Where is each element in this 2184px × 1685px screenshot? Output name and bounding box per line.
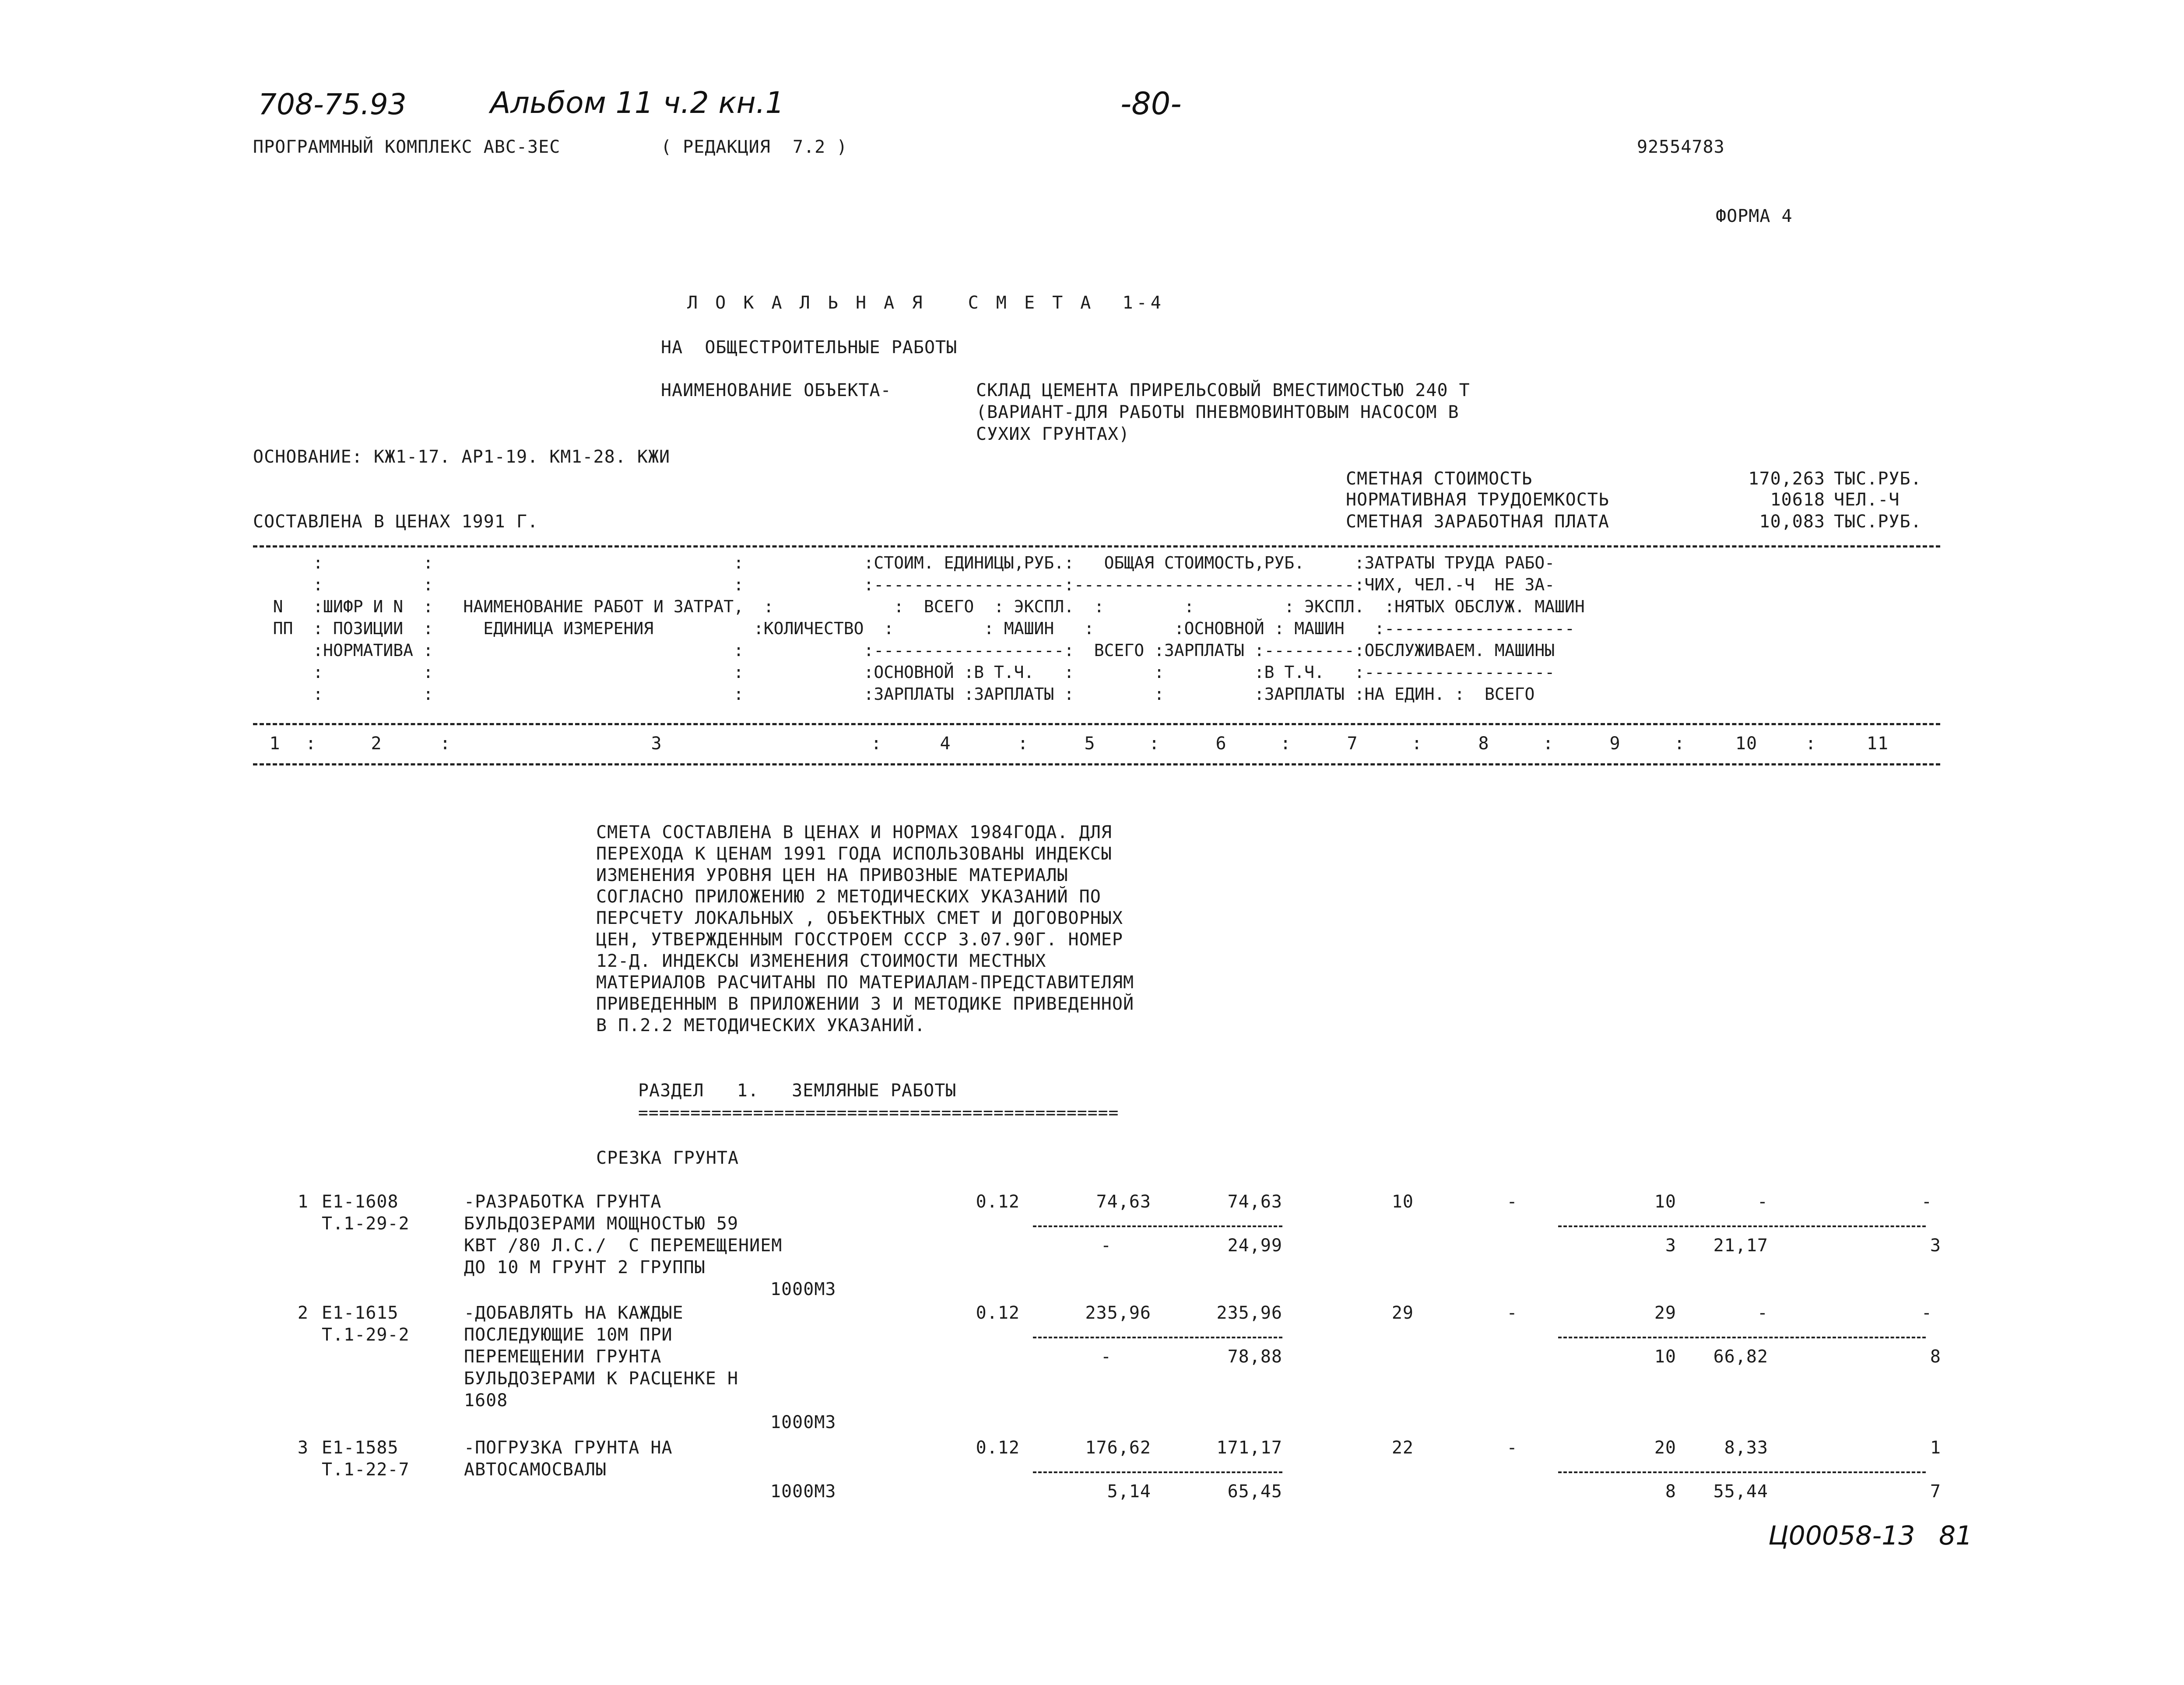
- row-machines-total: 20: [1654, 1438, 1676, 1458]
- row-labor-total: -: [1921, 1192, 1932, 1212]
- row-desc: ПЕРЕМЕЩЕНИИ ГРУНТА: [464, 1347, 662, 1367]
- row-unit-machines: 171,17: [1216, 1438, 1282, 1458]
- table-header-line: : : : :ЗАРПЛАТЫ :ЗАРПЛАТЫ : : :ЗАРПЛАТЫ :НА ЕДИН. : ВСЕГО: [253, 685, 1535, 704]
- estimate-title: Л О К А Л Ь Н А Я С М Е Т А 1-4: [687, 293, 1165, 313]
- row-split-rule: [1558, 1337, 1926, 1338]
- row-desc: БУЛЬДОЗЕРАМИ К РАСЦЕНКЕ Н: [464, 1369, 739, 1389]
- row-code: Е1-1615: [322, 1303, 399, 1323]
- row-qty: 0.12: [976, 1192, 1020, 1212]
- column-number: 8: [1478, 734, 1489, 754]
- row-ref: Т.1-29-2: [322, 1214, 410, 1234]
- footer-page-handwritten: 81: [1939, 1520, 1973, 1551]
- note-line: ПРИВЕДЕННЫМ В ПРИЛОЖЕНИИ 3 И МЕТОДИКЕ ПРИВЕДЕННОЙ: [596, 994, 1134, 1014]
- column-numbers-rule: [253, 763, 1940, 765]
- row-machines-total: 29: [1654, 1303, 1676, 1323]
- row-desc: -ПОГРУЗКА ГРУНТА НА: [464, 1438, 673, 1458]
- object-line-1: СКЛАД ЦЕМЕНТА ПРИРЕЛЬСОВЫЙ ВМЕСТИМОСТЬЮ 240 Т: [976, 380, 1470, 400]
- row-split-rule: [1558, 1471, 1926, 1473]
- row-split-rule: [1033, 1471, 1282, 1473]
- column-number-separators: :: [440, 734, 451, 754]
- note-line: ИЗМЕНЕНИЯ УРОВНЯ ЦЕН НА ПРИВОЗНЫЕ МАТЕРИАЛЫ: [596, 865, 1068, 885]
- summary-unit-labor: ЧЕЛ.-Ч: [1834, 490, 1900, 510]
- row-total: 29: [1391, 1303, 1414, 1323]
- column-number-separators: :: [1412, 734, 1422, 754]
- row-desc: -РАЗРАБОТКА ГРУНТА: [464, 1192, 662, 1212]
- column-number-separators: :: [305, 734, 316, 754]
- form-label: ФОРМА 4: [1716, 206, 1793, 226]
- table-header-line: : : : :ОСНОВНОЙ :В Т.Ч. : : :В Т.Ч. :-------------------: [253, 663, 1555, 682]
- row-number: 3: [297, 1438, 309, 1458]
- column-number: 5: [1084, 734, 1096, 754]
- row-machines-wage: 3: [1665, 1236, 1676, 1256]
- note-line: СМЕТА СОСТАВЛЕНА В ЦЕНАХ И НОРМАХ 1984ГОДА. ДЛЯ: [596, 822, 1112, 842]
- row-unit-machines: 74,63: [1227, 1192, 1282, 1212]
- footer-code-handwritten: Ц00058-13: [1768, 1520, 1915, 1551]
- row-desc: 1608: [464, 1390, 508, 1411]
- column-number-separators: :: [1674, 734, 1685, 754]
- row-qty: 0.12: [976, 1303, 1020, 1323]
- album-handwritten: Альбом 11 ч.2 кн.1: [490, 86, 784, 120]
- summary-value-cost: 170,263: [1748, 469, 1825, 489]
- doc-code-handwritten: 708-75.93: [258, 88, 407, 121]
- table-header: [253, 552, 1942, 714]
- summary-unit-wage: ТЫС.РУБ.: [1834, 512, 1922, 532]
- row-unit: 1000М3: [770, 1279, 836, 1299]
- table-header-line: :НОРМАТИВА : : :-------------------: ВСЕГО :ЗАРПЛАТЫ :---------:ОБСЛУЖИВАЕМ. МАШИНЫ: [253, 641, 1555, 660]
- row-desc: БУЛЬДОЗЕРАМИ МОЩНОСТЬЮ 59: [464, 1214, 739, 1234]
- prices-line: СОСТАВЛЕНА В ЦЕНАХ 1991 Г.: [253, 512, 539, 532]
- row-base-wage: -: [1506, 1192, 1518, 1212]
- summary-value-labor: 10618: [1770, 490, 1825, 510]
- row-unit-machines: 235,96: [1216, 1303, 1282, 1323]
- note-line: ПЕРСЧЕТУ ЛОКАЛЬНЫХ , ОБЪЕКТНЫХ СМЕТ И ДОГОВОРНЫХ: [596, 908, 1123, 928]
- note-line: СОГЛАСНО ПРИЛОЖЕНИЮ 2 МЕТОДИЧЕСКИХ УКАЗАНИЙ ПО: [596, 887, 1101, 907]
- row-labor-total-b: 8: [1930, 1347, 1941, 1367]
- row-labor-total: -: [1921, 1303, 1932, 1323]
- table-top-rule: [253, 545, 1940, 548]
- table-header-line: : : : :-------------------:----------------------------:ЧИХ, ЧЕЛ.-Ч НЕ ЗА-: [253, 575, 1555, 594]
- column-number-separators: :: [1805, 734, 1816, 754]
- column-number: 7: [1347, 734, 1358, 754]
- edition: ( РЕДАКЦИЯ 7.2 ): [661, 137, 848, 157]
- note-line: ПЕРЕХОДА К ЦЕНАМ 1991 ГОДА ИСПОЛЬЗОВАНЫ ИНДЕКСЫ: [596, 844, 1112, 864]
- column-number: 10: [1735, 734, 1758, 754]
- row-machines-wage: 8: [1665, 1481, 1676, 1502]
- row-unit-wage: 5,14: [1107, 1481, 1151, 1502]
- row-machines-total: 10: [1654, 1192, 1676, 1212]
- basis-line: ОСНОВАНИЕ: КЖ1-17. АР1-19. КМ1-28. КЖИ: [253, 447, 671, 467]
- summary-unit-cost: ТЫС.РУБ.: [1834, 469, 1922, 489]
- row-labor-unit-b: 21,17: [1713, 1236, 1768, 1256]
- row-ref: Т.1-22-7: [322, 1460, 410, 1480]
- column-number: 1: [269, 734, 281, 754]
- row-unit-cost: 235,96: [1085, 1303, 1151, 1323]
- column-number: 3: [651, 734, 662, 754]
- table-header-rule: [253, 723, 1940, 725]
- subsection-title: СРЕЗКА ГРУНТА: [596, 1148, 739, 1168]
- column-number: 11: [1866, 734, 1889, 754]
- row-base-wage: -: [1506, 1303, 1518, 1323]
- note-line: ЦЕН, УТВЕРЖДЕННЫМ ГОССТРОЕМ СССР 3.07.90Г. НОМЕР: [596, 930, 1123, 950]
- row-split-rule: [1033, 1337, 1282, 1338]
- row-split-rule: [1558, 1225, 1926, 1227]
- row-code: Е1-1585: [322, 1438, 399, 1458]
- row-machines-wage: 10: [1654, 1347, 1676, 1367]
- row-qty: 0.12: [976, 1438, 1020, 1458]
- row-total: 10: [1391, 1192, 1414, 1212]
- object-line-2: (ВАРИАНТ-ДЛЯ РАБОТЫ ПНЕВМОВИНТОВЫМ НАСОСОМ В: [976, 402, 1459, 422]
- table-header-line: : : : :СТОИМ. ЕДИНИЦЫ,РУБ.: ОБЩАЯ СТОИМОСТЬ,РУБ. :ЗАТРАТЫ ТРУДА РАБО-: [253, 553, 1555, 572]
- row-split-rule: [1033, 1225, 1282, 1227]
- column-number-separators: :: [1280, 734, 1291, 754]
- row-desc: -ДОБАВЛЯТЬ НА КАЖДЫЕ: [464, 1303, 684, 1323]
- row-desc: ДО 10 М ГРУНТ 2 ГРУППЫ: [464, 1257, 706, 1278]
- table-header-line: ПП : ПОЗИЦИИ : ЕДИНИЦА ИЗМЕРЕНИЯ :КОЛИЧЕСТВО : : МАШИН : :ОСНОВНОЙ : МАШИН :-------------------: [253, 619, 1575, 638]
- note-line: В П.2.2 МЕТОДИЧЕСКИХ УКАЗАНИЙ.: [596, 1015, 926, 1036]
- row-unit-wage: -: [1100, 1236, 1112, 1256]
- summary-label-cost: СМЕТНАЯ СТОИМОСТЬ: [1346, 469, 1533, 489]
- row-labor-total-b: 3: [1930, 1236, 1941, 1256]
- row-total: 22: [1391, 1438, 1414, 1458]
- row-labor-total-b: 7: [1930, 1481, 1941, 1502]
- summary-label-wage: СМЕТНАЯ ЗАРАБОТНАЯ ПЛАТА: [1346, 512, 1609, 532]
- summary-value-wage: 10,083: [1759, 512, 1825, 532]
- column-number: 6: [1215, 734, 1227, 754]
- row-labor-unit-b: 55,44: [1713, 1481, 1768, 1502]
- column-number-separators: :: [1149, 734, 1160, 754]
- program-name: ПРОГРАММНЫЙ КОМПЛЕКС АВС-3ЕС: [253, 137, 561, 157]
- doc-number: 92554783: [1637, 137, 1725, 157]
- row-labor-total: 1: [1930, 1438, 1941, 1458]
- row-labor-unit: 8,33: [1724, 1438, 1768, 1458]
- column-number: 9: [1609, 734, 1621, 754]
- row-labor-unit-b: 66,82: [1713, 1347, 1768, 1367]
- row-number: 1: [297, 1192, 309, 1212]
- row-unit-cost: 176,62: [1085, 1438, 1151, 1458]
- summary-label-labor: НОРМАТИВНАЯ ТРУДОЕМКОСТЬ: [1346, 490, 1609, 510]
- page-number-handwritten: -80-: [1120, 86, 1182, 122]
- section-title: РАЗДЕЛ 1. ЗЕМЛЯНЫЕ РАБОТЫ: [638, 1081, 957, 1101]
- note-line: 12-Д. ИНДЕКСЫ ИЗМЕНЕНИЯ СТОИМОСТИ МЕСТНЫХ: [596, 951, 1046, 971]
- row-labor-unit: -: [1757, 1192, 1768, 1212]
- row-unit: 1000М3: [770, 1412, 836, 1432]
- row-unit-wage: -: [1100, 1347, 1112, 1367]
- column-number-separators: :: [1543, 734, 1554, 754]
- row-number: 2: [297, 1303, 309, 1323]
- row-unit-machines-wage: 65,45: [1227, 1481, 1282, 1502]
- table-header-line: N :ШИФР И N : НАИМЕНОВАНИЕ РАБОТ И ЗАТРАТ, : : ВСЕГО : ЭКСПЛ. : : : ЭКСПЛ. :НЯТЫХ ОБСЛУЖ. МАШИН: [253, 597, 1585, 616]
- row-unit-cost: 74,63: [1096, 1192, 1151, 1212]
- row-unit-machines-wage: 24,99: [1227, 1236, 1282, 1256]
- row-base-wage: -: [1506, 1438, 1518, 1458]
- row-desc: КВТ /80 Л.С./ С ПЕРЕМЕЩЕНИЕМ: [464, 1236, 783, 1256]
- row-labor-unit: -: [1757, 1303, 1768, 1323]
- row-unit-machines-wage: 78,88: [1227, 1347, 1282, 1367]
- column-number-separators: :: [1018, 734, 1029, 754]
- column-number: 2: [371, 734, 382, 754]
- row-desc: ПОСЛЕДУЮЩИЕ 10М ПРИ: [464, 1325, 673, 1345]
- row-desc: АВТОСАМОСВАЛЫ: [464, 1460, 607, 1480]
- section-underline: ==============================================: [638, 1103, 1119, 1122]
- row-code: Е1-1608: [322, 1192, 399, 1212]
- object-line-3: СУХИХ ГРУНТАХ): [976, 424, 1130, 444]
- estimate-subtitle: НА ОБЩЕСТРОИТЕЛЬНЫЕ РАБОТЫ: [661, 337, 958, 358]
- column-number-separators: :: [871, 734, 882, 754]
- row-unit: 1000М3: [770, 1481, 836, 1502]
- row-ref: Т.1-29-2: [322, 1325, 410, 1345]
- object-label: НАИМЕНОВАНИЕ ОБЪЕКТА-: [661, 380, 892, 400]
- note-line: МАТЕРИАЛОВ РАСЧИТАНЫ ПО МАТЕРИАЛАМ-ПРЕДСТАВИТЕЛЯМ: [596, 972, 1134, 993]
- column-number: 4: [940, 734, 951, 754]
